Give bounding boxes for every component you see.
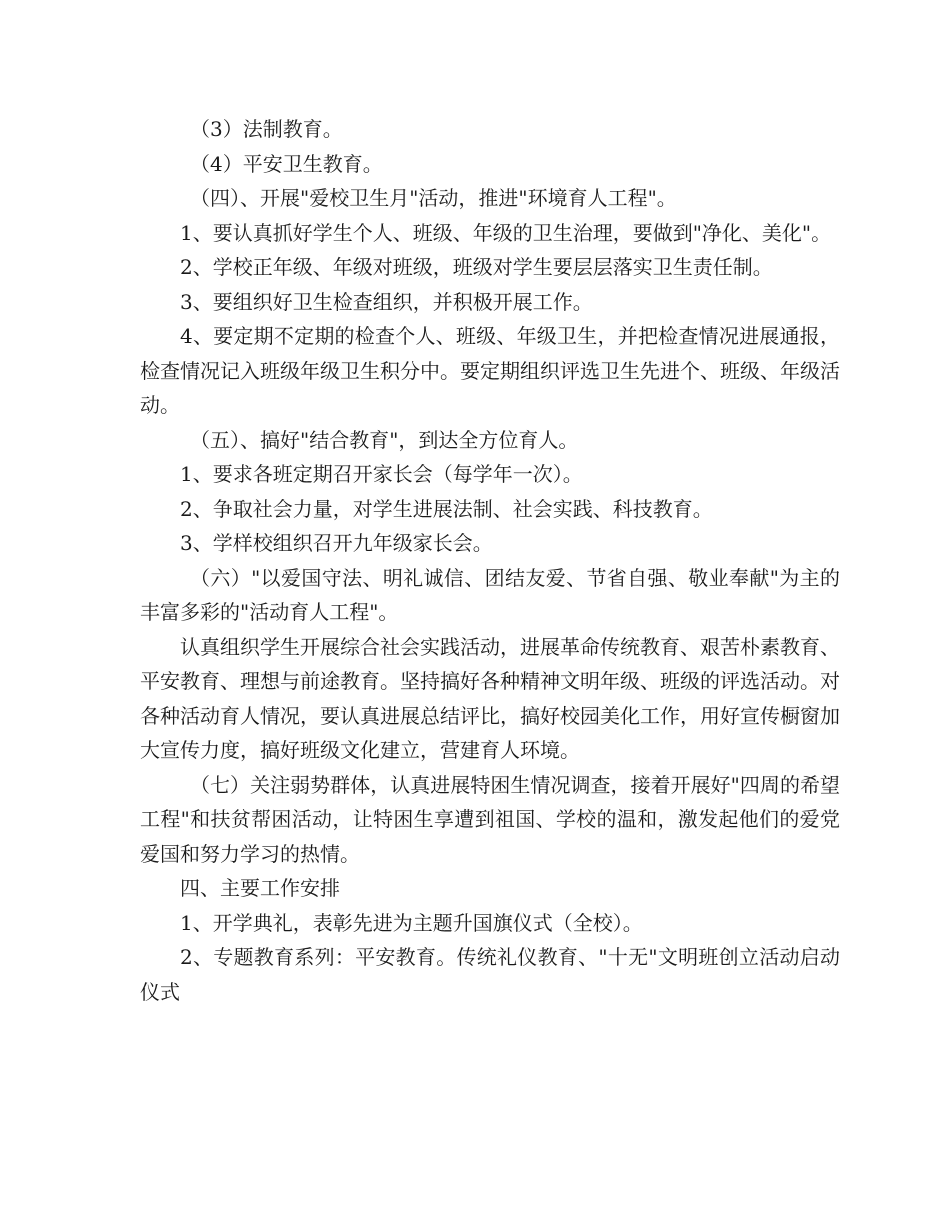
paragraph-special-education-series: 2、专题教育系列：平安教育。传统礼仪教育、"十无"文明班创立活动启动仪式 — [140, 945, 840, 1004]
paragraph-item-1: 1、要认真抓好学生个人、班级、年级的卫生治理，要做到"净化、美化"。 — [180, 220, 832, 245]
paragraph-item-2b: 2、争取社会力量，对学生进展法制、社会实践、科技教育。 — [180, 496, 713, 521]
document-page — [140, 112, 840, 1009]
paragraph-safety-hygiene-education: （4）平安卫生教育。 — [190, 151, 383, 176]
heading-section-7: （七）关注弱势群体，认真进展特困生情况调查，接着开展好"四周的希望工程"和扶贫帮困活动，让特困生享遭到祖国、学校的温和，激发起他们的爱党爱国和努力学习的热情。 — [140, 772, 840, 866]
paragraph-item-2: 2、学校正年级、年级对班级，班级对学生要层层落实卫生责任制。 — [180, 255, 773, 279]
paragraph-practice-activities: 认真组织学生开展综合社会实践活动，进展革命传统教育、艰苦朴素教育、平安教育、理想与前途教育。坚持搞好各种精神文明年级、班级的评选活动。对各种活动育人情况，要认真进展总结评比，搞好校园美化工作，用好宣传橱窗加大宣传力度，搞好班级文化建立，营建育人环境。 — [140, 634, 840, 762]
heading-section-6: （六）"以爱国守法、明礼诚信、团结友爱、节省自强、敬业奉献"为主的丰富多彩的"活动育人工程"。 — [140, 565, 840, 624]
heading-main-work-arrangements: 四、主要工作安排 — [180, 876, 340, 900]
paragraph-legal-education: （3）法制教育。 — [190, 117, 343, 141]
paragraph-item-3: 3、要组织好卫生检查组织，并积极开展工作。 — [180, 289, 593, 314]
paragraph-item-1b: 1、要求各班定期召开家长会（每学年一次）。 — [180, 462, 583, 486]
paragraph-item-3b: 3、学样校组织召开九年级家长会。 — [180, 531, 493, 555]
paragraph-opening-ceremony: 1、开学典礼，表彰先进为主题升国旗仪式（全校）。 — [180, 910, 643, 935]
heading-section-5: （五）、搞好"结合教育"，到达全方位育人。 — [190, 427, 579, 452]
paragraph-item-4: 4、要定期不定期的检查个人、班级、年级卫生，并把检查情况进展通报，检查情况记入班级年级卫生积分中。要定期组织评选卫生先进个、班级、年级活动。 — [140, 324, 840, 417]
heading-section-4: （四）、开展"爱校卫生月"活动，推进"环境育人工程"。 — [190, 186, 677, 210]
